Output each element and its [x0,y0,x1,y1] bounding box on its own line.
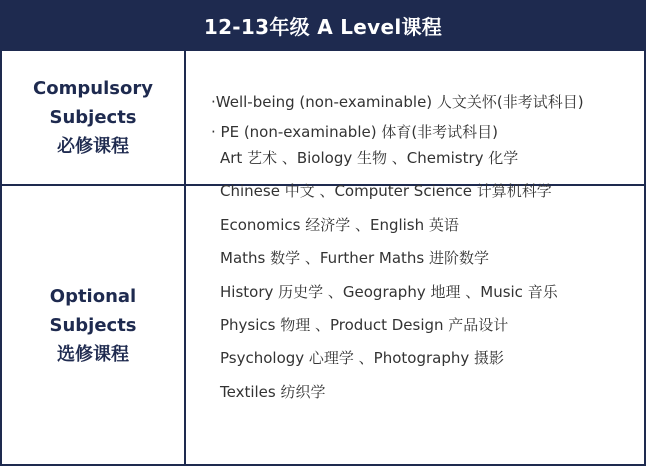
list-item: Psychology 心理学 、Photography 摄影 [220,349,505,368]
compulsory-label-line3: 必修课程 [57,136,129,157]
list-item: · PE (non-examinable) 体育(非考试科目) [211,123,499,141]
list-item: Economics 经济学 、English 英语 [220,215,459,234]
optional-label-line2: Subjects [49,314,137,336]
compulsory-label [2,51,184,184]
optional-label [2,186,184,464]
column-divider [184,51,186,464]
optional-subject-list [220,142,558,409]
optional-label-line3: 选修课程 [57,343,129,365]
list-item: Physics 物理 、Product Design 产品设计 [220,316,509,335]
optional-label-line1: Optional [49,285,137,307]
list-item: Maths 数学 、Further Maths 进阶数学 [220,249,490,268]
list-item: ·Well-being (non-examinable) 人文关怀(非考试科目) [211,93,584,111]
table-title: 12-13年级 A Level课程 [203,15,443,39]
list-item: Chinese 中文 、Computer Science 计算机科学 [220,182,552,201]
compulsory-subject-list [211,87,584,147]
list-item: Art 艺术 、Biology 生物 、Chemistry 化学 [220,149,519,167]
compulsory-label-line1: Compulsory [33,78,153,99]
compulsory-label-line2: Subjects [49,107,137,128]
list-item: History 历史学 、Geography 地理 、Music 音乐 [220,282,558,301]
header-bar [0,0,646,51]
list-item: Textiles 纺织学 [220,382,326,401]
